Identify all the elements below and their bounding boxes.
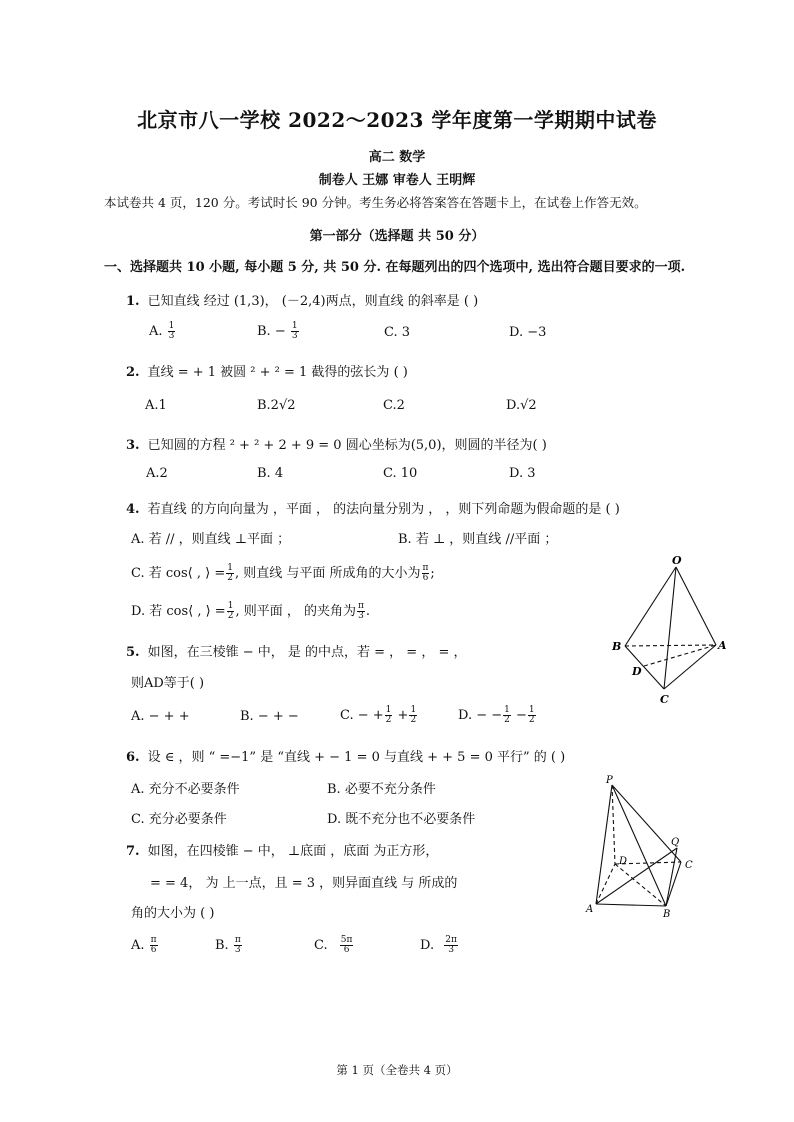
question-stem: 若直线 的方向向量为 ，平面 ， 的法向量分别为 ， ，则下列命题为假命题的是 ( ) [147, 502, 620, 517]
q1-option-c[interactable]: C. 3 [384, 325, 411, 340]
exam-notice: 本试卷共 4 页，120 分。考试时长 90 分钟。考生务必将答案答在答题卡上，在试卷上作答无效。 [104, 195, 647, 210]
question-stem: 如图，在三棱锥 − 中， 是 的中点，若 = ， = ， = ， [147, 645, 467, 660]
q5-option-a[interactable]: A. − + + [131, 709, 190, 724]
question-3 [126, 434, 547, 453]
question-4 [126, 498, 620, 517]
option-label: C. [314, 938, 328, 953]
q6-option-a[interactable]: A. 充分不必要条件 [131, 782, 240, 797]
fraction: $\frac{1}{2}$ [227, 563, 233, 583]
q5-option-c[interactable]: C. − + $\frac{1}{2}$ + $\frac{1}{2}$ [340, 705, 417, 725]
question-number: 4. [126, 502, 140, 517]
fraction: $\frac{1}{2}$ [410, 705, 417, 725]
question-5 [126, 641, 466, 660]
page-title: 北京市八一学校 2022～2023 学年度第一学期期中试卷 [137, 108, 657, 132]
label-P: P [606, 775, 613, 786]
q3-option-c[interactable]: C. 10 [383, 466, 418, 481]
label-A: A [718, 639, 727, 652]
part-title: 第一部分（选择题 共 50 分） [309, 229, 485, 244]
q4-option-d[interactable]: D. 若 cos⟨ , ⟩ = $\frac{1}{2}$ , 则平面 ， 的夹角为 $\frac{\pi}{3}$ . [131, 601, 371, 621]
question-number: 6. [126, 750, 140, 765]
fraction: $\frac{1}{2}$ [504, 705, 510, 725]
label-A: A [586, 904, 594, 915]
makers-line: 制卷人 王娜 审卷人 王明辉 [318, 173, 476, 188]
fraction: $\frac{1}{2}$ [385, 705, 392, 725]
question-5-line2: 则AD等于( ) [131, 676, 205, 691]
fraction: $\frac{\pi}{3}$ [357, 601, 364, 621]
q1-option-d[interactable]: D. −3 [509, 325, 547, 340]
q5-option-b[interactable]: B. − + − [240, 709, 299, 724]
q3-option-d[interactable]: D. 3 [509, 466, 536, 481]
q3-option-b[interactable]: B. 4 [257, 466, 284, 481]
fraction: $\frac{1}{3}$ [168, 321, 175, 341]
option-text: , 则平面 ， 的夹角为 [235, 604, 356, 619]
q7-option-c[interactable] [314, 936, 354, 955]
label-C: C [660, 693, 669, 706]
q2-option-b[interactable]: B.2√2 [257, 398, 296, 413]
question-7-line2: = = 4， 为 上一点，且 = 3 ，则异面直线 与 所成的 [150, 876, 458, 891]
label-B: B [612, 640, 622, 653]
label-O: O [672, 554, 682, 567]
fraction: $\frac{1}{2}$ [227, 601, 234, 621]
question-2 [126, 361, 408, 380]
q5-option-d[interactable]: D. − − $\frac{1}{2}$ − $\frac{1}{2}$ [458, 705, 535, 725]
option-text: D. 若 cos⟨ , ⟩ = [131, 604, 226, 619]
fraction: $\frac{\pi}{3}$ [234, 935, 241, 955]
q7-option-d[interactable] [420, 936, 459, 955]
q6-option-c[interactable]: C. 充分必要条件 [131, 812, 227, 827]
q6-option-d[interactable]: D. 既不充分也不必要条件 [327, 812, 476, 827]
option-label: A. [149, 324, 163, 339]
label-D: D [632, 665, 642, 678]
fraction: $\frac{2\pi}{3}$ [445, 935, 457, 955]
fraction: $\frac{\pi}{6}$ [150, 935, 157, 955]
question-6 [126, 746, 565, 765]
option-label: A. [131, 938, 145, 953]
option-label: D. [420, 938, 435, 953]
question-number: 1. [126, 294, 140, 309]
fraction: $\frac{1}{3}$ [291, 321, 298, 341]
fraction: $\frac{\pi}{6}$ [422, 563, 429, 583]
question-stem: 直线 = + 1 被圆 ² + ² = 1 截得的弦长为 ( ) [147, 365, 408, 380]
label-D: D [619, 856, 628, 867]
question-number: 7. [126, 844, 140, 859]
q4-option-b[interactable]: B. 若 ⊥ ，则直线 //平面 ； [398, 532, 558, 547]
q1-option-a[interactable] [149, 322, 176, 341]
q2-option-d[interactable]: D.√2 [506, 398, 537, 413]
tetrahedron-figure [605, 553, 735, 708]
question-7-line3: 角的大小为 ( ) [131, 906, 215, 921]
pyramid-figure [582, 772, 700, 920]
option-text: , 则直线 与平面 所成角的大小为 [234, 566, 421, 581]
option-label: B. − [257, 324, 286, 339]
section-heading: 一、选择题共 10 小题, 每小题 5 分, 共 50 分. 在每题列出的四个选项中, 选出符合题目要求的一项. [104, 260, 686, 275]
q6-option-b[interactable]: B. 必要不充分条件 [327, 782, 436, 797]
q4-option-c[interactable]: C. 若 cos⟨ , ⟩ = $\frac{1}{2}$ , 则直线 与平面 所成角的大小为 $\frac{\pi}{6}$ ; [131, 563, 435, 583]
question-stem: 已知圆的方程 ² + ² + 2 + 9 = 0 圆心坐标为(5,0)，则圆的半径为( ) [147, 438, 547, 453]
page-footer: 第 1 页（全卷共 4 页） [336, 1063, 458, 1077]
option-label: B. [215, 938, 229, 953]
question-number: 5. [126, 645, 140, 660]
question-stem: 设 ∈ ，则 “ =−1” 是 “直线 + − 1 = 0 与直线 + + 5 = 0 平行” 的 ( ) [147, 750, 566, 765]
question-1 [126, 290, 478, 309]
q1-option-b[interactable] [257, 322, 300, 341]
q2-option-a[interactable]: A.1 [145, 398, 167, 413]
q7-option-a[interactable] [131, 936, 159, 955]
label-C: C [685, 860, 693, 871]
label-B: B [663, 909, 671, 920]
question-number: 3. [126, 438, 140, 453]
fraction: $\frac{5\pi}{6}$ [340, 935, 353, 955]
question-stem: 已知直线 经过 (1,3)， (－2,4)两点，则直线 的斜率是 ( ) [147, 294, 479, 309]
question-7 [126, 840, 438, 859]
q3-option-a[interactable]: A.2 [146, 466, 168, 481]
subject-line: 高二 数学 [368, 150, 426, 165]
q7-option-b[interactable] [215, 936, 243, 955]
question-number: 2. [126, 365, 140, 380]
fraction: $\frac{1}{2}$ [528, 705, 535, 725]
q4-option-a[interactable]: A. 若 // ，则直线 ⊥平面 ； [131, 532, 291, 547]
label-Q: Q [671, 837, 680, 848]
option-text: C. 若 cos⟨ , ⟩ = [131, 566, 226, 581]
question-stem: 如图，在四棱锥 − 中， ⊥底面 ，底面 为正方形， [147, 844, 439, 859]
q2-option-c[interactable]: C.2 [383, 398, 405, 413]
